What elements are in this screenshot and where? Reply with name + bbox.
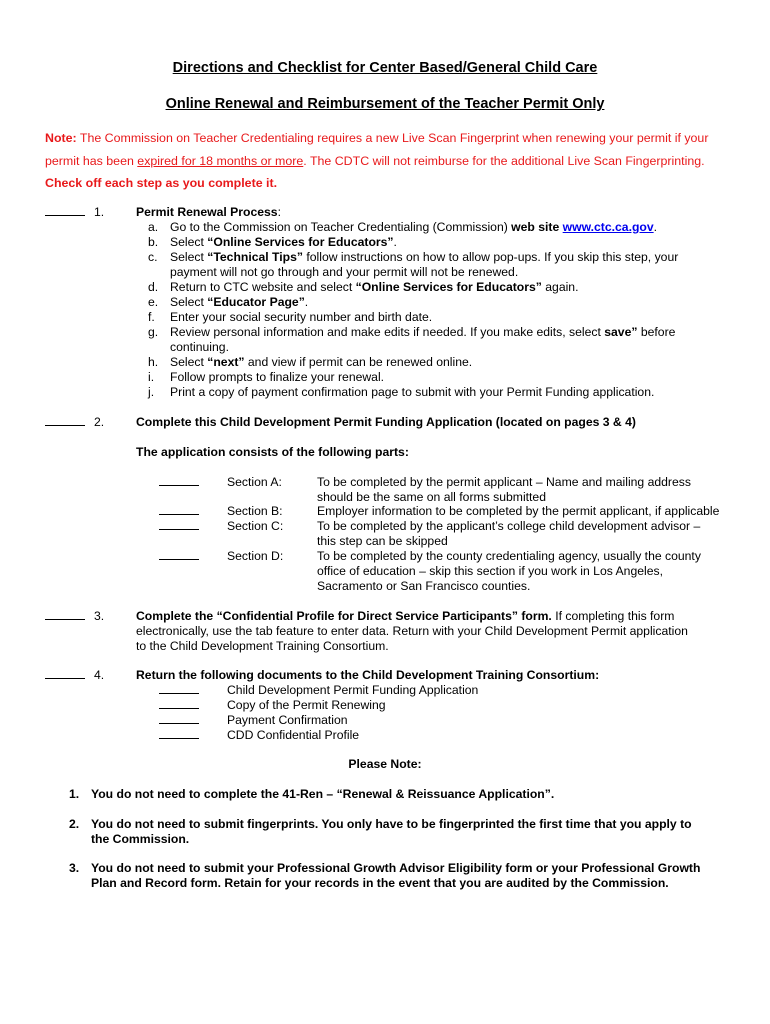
section-d-desc-1: To be completed by the county credentialing agency, usually the county: [317, 549, 701, 563]
step-3-line-1: Complete the “Confidential Profile for Direct Service Participants” form. If completing this form: [136, 609, 675, 623]
step-2-subheading: The application consists of the following parts:: [136, 445, 409, 459]
please-note-3-line-1: You do not need to submit your Professional Growth Advisor Eligibility form or your Professional Growth: [91, 861, 701, 875]
step-1-item-b: Select “Online Services for Educators”.: [170, 235, 397, 249]
doc-3-label: Payment Confirmation: [227, 713, 348, 727]
step-4-number: 4.: [94, 668, 105, 682]
step-1-item-g-cont: continuing.: [170, 340, 229, 354]
step-1-item-f: Enter your social security number and birth date.: [170, 310, 433, 324]
step-2-heading: Complete this Child Development Permit Funding Application (located on pages 3 & 4): [136, 415, 636, 429]
section-b-checkbox[interactable]: [159, 504, 199, 518]
section-d-checkbox[interactable]: [159, 549, 199, 563]
section-a-label: Section A:: [227, 475, 282, 489]
step-1-item-i: Follow prompts to finalize your renewal.: [170, 370, 385, 384]
please-note-2-line-2: the Commission.: [91, 832, 190, 846]
document-title: Directions and Checklist for Center Based/General Child Care: [172, 60, 598, 76]
step-1-item-a: Go to the Commission on Teacher Credentialing (Commission) web site www.ctc.ca.gov.: [170, 220, 658, 234]
section-c-desc-1: To be completed by the applicant’s college child development advisor –: [317, 519, 701, 533]
step-1-item-e: Select “Educator Page”.: [170, 295, 309, 309]
step-3-checkbox[interactable]: [45, 609, 85, 623]
doc-1-checkbox[interactable]: [159, 683, 199, 697]
step-4-checkbox[interactable]: [45, 668, 85, 682]
doc-2-checkbox[interactable]: [159, 698, 199, 712]
step-1-item-c-cont: payment will not go through and your permit will not be renewed.: [170, 265, 519, 279]
section-a-desc-2: should be the same on all forms submitted: [317, 490, 546, 504]
step-1-item-h: Select “next” and view if permit can be renewed online.: [170, 355, 473, 369]
doc-4-label: CDD Confidential Profile: [227, 728, 360, 742]
note-line-1: Note: The Commission on Teacher Credentialing requires a new Live Scan Fingerprint when renewing your permit if your: [45, 131, 709, 145]
step-1-number: 1.: [94, 205, 105, 219]
step-3-line-3: to the Child Development Training Consortium.: [136, 639, 389, 653]
section-b-label: Section B:: [227, 504, 283, 518]
section-c-desc-2: this step can be skipped: [317, 534, 448, 548]
section-a-desc-1: To be completed by the permit applicant – Name and mailing address: [317, 475, 691, 489]
section-a-checkbox[interactable]: [159, 475, 199, 489]
step-4-heading: Return the following documents to the Child Development Training Consortium:: [136, 668, 600, 682]
note-line-3: Check off each step as you complete it.: [45, 176, 278, 190]
ctc-website-link[interactable]: www.ctc.ca.gov: [562, 220, 654, 234]
doc-4-checkbox[interactable]: [159, 728, 199, 742]
step-1-checkbox[interactable]: [45, 205, 85, 219]
step-1-item-j: Print a copy of payment confirmation page to submit with your Permit Funding application.: [170, 385, 655, 399]
please-note-heading: Please Note:: [348, 757, 422, 771]
section-c-label: Section C:: [227, 519, 284, 533]
document-page: Directions and Checklist for Center Based/General Child Care Online Renewal and Reimbursement of the Teacher Permit Only Note: The Commission on Teacher Credentialing requires a new Live Scan Fingerprint when renewing your permit if your permit has been expired for 18 months or more. The CDTC will not reimburse for the additional Live Scan Fingerprinting. Check off each step as you complete it. 1. Permit Renewal Process: a. Go to the Commission on Teacher Credentialing (Commission) web site www.ctc.ca.gov. b. Select “Online Services for Educators”. c. Select “Technical Tips” follow instructions on how to allow pop-ups. If you skip this step, your payment will not go through and your permit will not be renewed. d. Return to CTC website and select “Online Services for Educators” again. e. Select “Educator Page”. f. Enter your social security number and birth date. g. Review personal information and make edits if needed. If you make edits, select save” before continuing. h. Select “next” and view if permit can be renewed online. i. Follow prompts to finalize your renewal. j. Print a copy of payment confirmation page to submit with your Permit Funding application. 2. Complete this Child Development Permit Funding Application (located on pages 3 & 4) The application consists of the following parts: Section A: To be completed by the permit applicant – Name and mailing address should be the same on all forms submitted Section B: Employer information to be completed by the permit applicant, if applicable Section C: To be completed by the applicant’s college child development advisor – this step can be skipped Section D: To be completed by the county credentialing agency, usually the county office of education – skip this section if you work in Los Angeles, Sacramento or San Francisco counties. 3. Complete the “Confidential Profile for Direct Service Participants” form. If completing this form electronically, use the tab feature to enter data. Return with your Child Development Permit application to the Child Development Training Consortium. 4. Return the following documents to the Child Development Training Consortium: Child Development Permit Funding Application Copy of the Permit Renewing Payment Confirmation CDD Confidential Profile Please Note: 1. You do not need to complete the 41-Ren – “Renewal & Reissuance Application”. 2. You do not need to submit fingerprints. You only have to be fingerprinted the first time that you apply to the Commission. 3. You do not need to submit your Professional Growth Advisor Eligibility form or your Professional Growth Plan and Record form. Retain for your records in the event that you are audited by the Commission.: [0, 0, 770, 1024]
step-1-item-g: Review personal information and make edits if needed. If you make edits, select save” before: [170, 325, 676, 339]
step-1-item-c: Select “Technical Tips” follow instructions on how to allow pop-ups. If you skip this step, your: [170, 250, 679, 264]
step-2-checkbox[interactable]: [45, 415, 85, 429]
step-1-heading: Permit Renewal Process:: [136, 205, 281, 219]
step-2-number: 2.: [94, 415, 105, 429]
doc-1-label: Child Development Permit Funding Application: [227, 683, 479, 697]
doc-3-checkbox[interactable]: [159, 713, 199, 727]
section-b-desc-1: Employer information to be completed by the permit applicant, if applicable: [317, 504, 720, 518]
section-d-desc-3: Sacramento or San Francisco counties.: [317, 579, 531, 593]
section-c-checkbox[interactable]: [159, 519, 199, 533]
please-note-3-line-2: Plan and Record form. Retain for your records in the event that you are audited by the Commission.: [91, 876, 669, 890]
section-d-label: Section D:: [227, 549, 284, 563]
section-d-desc-2: office of education – skip this section if you work in Los Angeles,: [317, 564, 663, 578]
please-note-2-line-1: You do not need to submit fingerprints. You only have to be fingerprinted the first time that you apply to: [91, 817, 692, 831]
step-1-item-d: Return to CTC website and select “Online Services for Educators” again.: [170, 280, 579, 294]
step-3-line-2: electronically, use the tab feature to enter data. Return with your Child Development Permit application: [136, 624, 688, 638]
note-line-2: permit has been expired for 18 months or more. The CDTC will not reimburse for the additional Live Scan Fingerprinting.: [45, 154, 705, 168]
please-note-1: You do not need to complete the 41-Ren – “Renewal & Reissuance Application”.: [91, 787, 555, 801]
document-subtitle: Online Renewal and Reimbursement of the Teacher Permit Only: [165, 96, 605, 112]
doc-2-label: Copy of the Permit Renewing: [227, 698, 386, 712]
note-label: Note:: [45, 131, 77, 145]
step-3-number: 3.: [94, 609, 105, 623]
